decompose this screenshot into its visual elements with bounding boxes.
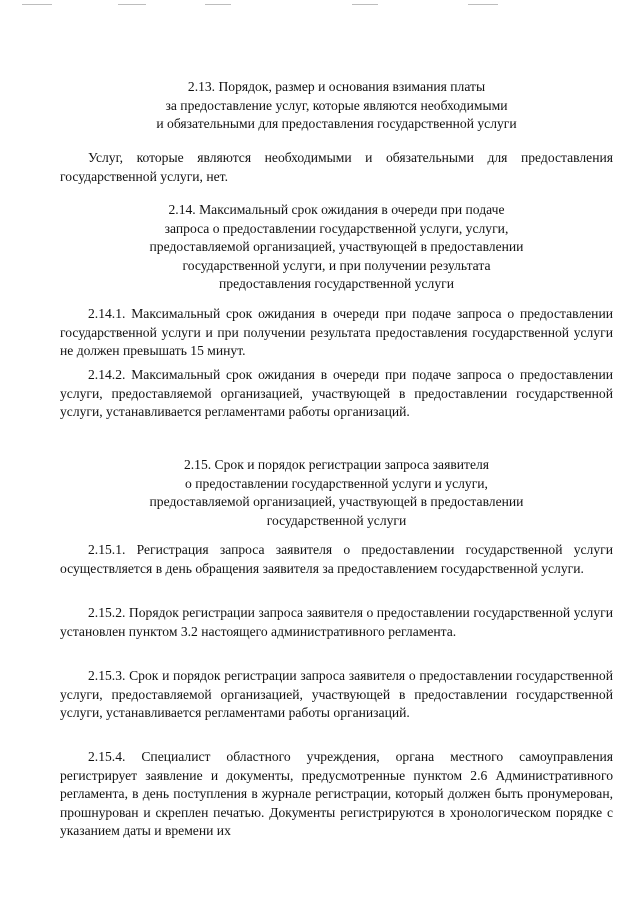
heading-line: государственной услуги xyxy=(266,512,407,528)
paragraph-2-15-2: 2.15.2. Порядок регистрации запроса заявителя о предоставлении государственной услуги установлен пунктом 3.2 настоящего административного регламента. xyxy=(60,605,613,639)
section-2-14-heading xyxy=(60,201,613,294)
section-2-13-heading xyxy=(60,78,613,134)
heading-line: и обязательными для предоставления государственной услуги xyxy=(156,116,517,132)
heading-line: 2.14. Максимальный срок ожидания в очереди при подаче xyxy=(168,202,505,217)
paragraph-2-15-4: 2.15.4. Специалист областного учреждения, органа местного самоуправления регистрирует заявление и документы, предусмотренные пунктом 2.6 Административного регламента, в день поступления в журнале регистрации, который должен быть пронумерован, прошнурован и скреплен печатью. Документы регистрируются в хронологическом порядке с указанием даты и времени их xyxy=(60,749,613,839)
section-2-15-heading xyxy=(60,456,613,530)
heading-line: 2.13. Порядок, размер и основания взимания платы xyxy=(187,79,486,94)
heading-line: предоставляемой организацией, участвующей в предоставлении xyxy=(149,494,524,510)
heading-line: о предоставлении государственной услуги и услуги, xyxy=(185,475,488,491)
heading-line: за предоставление услуг, которые являются необходимыми xyxy=(165,97,508,113)
heading-line: государственной услуги, и при получении результата xyxy=(182,257,491,273)
heading-line: предоставления государственной услуги xyxy=(219,276,454,292)
paragraph-2-15-1: 2.15.1. Регистрация запроса заявителя о предоставлении государственной услуги осуществляется в день обращения заявителя за предоставлением государственной услуги. xyxy=(60,542,613,576)
scan-mark xyxy=(352,4,378,5)
scan-mark xyxy=(468,4,498,5)
paragraph-2-14-1: 2.14.1. Максимальный срок ожидания в очереди при подаче запроса о предоставлении государственной услуги и при получении результата предоставления государственной услуги не должен превышать 15 минут. xyxy=(60,306,613,359)
heading-line: предоставляемой организацией, участвующей в предоставлении xyxy=(149,239,524,255)
section-2-13-paragraph: Услуг, которые являются необходимыми и обязательными для предоставления государственной услуги, нет. xyxy=(60,150,613,184)
scan-mark xyxy=(22,4,52,5)
paragraph-2-14-2: 2.14.2. Максимальный срок ожидания в очереди при подаче запроса о предоставлении услуги, предоставляемой организацией, участвующей в предоставлении государственной услуги, устанавливается регламентами работы организаций. xyxy=(60,367,613,420)
paragraph-2-15-3: 2.15.3. Срок и порядок регистрации запроса заявителя о предоставлении государственной услуги, предоставляемой организацией, участвующей в предоставлении государственной услуги, устанавливается регламентами работы организаций. xyxy=(60,668,613,721)
scan-mark xyxy=(118,4,146,5)
heading-line: запроса о предоставлении государственной услуги, услуги, xyxy=(164,220,509,236)
scan-mark xyxy=(205,4,231,5)
heading-line: 2.15. Срок и порядок регистрации запроса заявителя xyxy=(183,457,490,472)
